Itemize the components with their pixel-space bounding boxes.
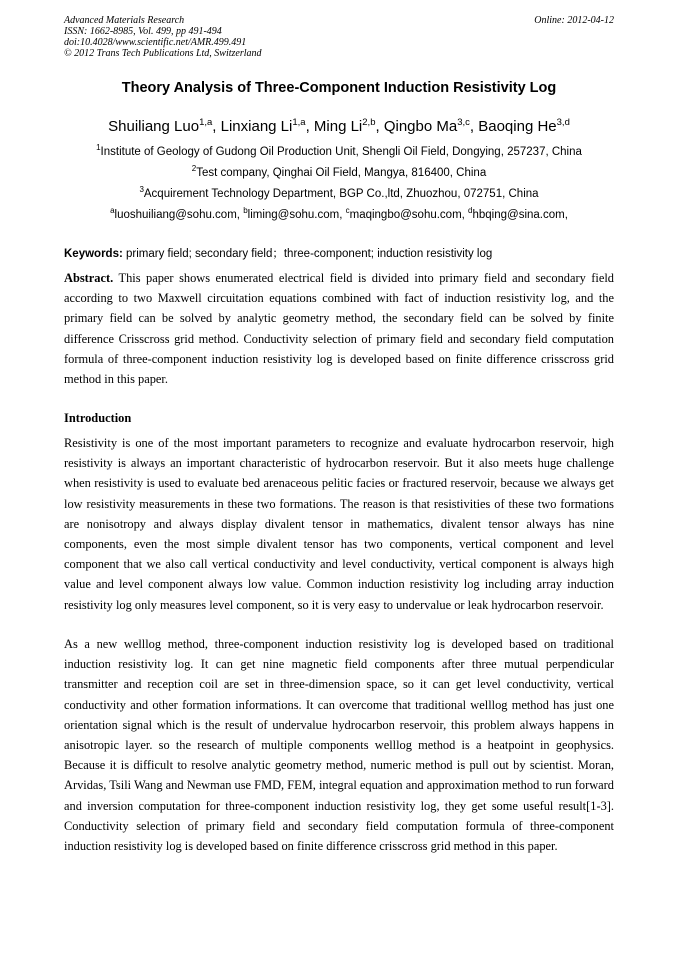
affiliation: $^3$Acquirement Technology Department, BGP Co.,ltd, Zhuozhou, 072751, China xyxy=(139,185,539,200)
author-list xyxy=(0,118,678,135)
online-date: Online: 2012-04-12 xyxy=(534,15,614,26)
abstract xyxy=(64,268,614,389)
author: Linxiang Li$^{1,a}$, xyxy=(220,117,314,135)
abstract-text: This paper shows enumerated electrical field is divided into primary field and secondary field according to two Maxwell circuitation equations combined with fact of induction resistivity log, and the primary field can be solved by analytic geometry method, the secondary field can be solved by finite difference Crisscross grid method. Conductivity selection of primary field and secondary field computation formula of three-component induction resistivity log is developed based on finite difference crisscross grid method in this paper. xyxy=(64,271,614,387)
keywords-label: Keywords: xyxy=(64,248,123,260)
issn-line: ISSN: 1662-8985, Vol. 499, pp 491-494 xyxy=(64,26,222,37)
doi-line: doi:10.4028/www.scientific.net/AMR.499.491 xyxy=(64,37,247,48)
copyright-line: © 2012 Trans Tech Publications Ltd, Switzerland xyxy=(64,48,262,59)
intro-paragraph-1: Resistivity is one of the most important parameters to recognize and evaluate hydrocarbon reservoir, high resistivity is always an important characteristic of hydrocarbon reservoir. But it also meets huge challenge when resistivity is used to evaluate bed arenaceous pelitic facies or fractured reservoir, because we always get low resistivity measurements in these two formations. The reason is that resistivities of these two formations are nonisotropy and always display divalent tensor in mathematics, divalent tensor always has nine components, even the most simple divalent tensor has two components, vertical component and level component that we also call vertical conductivity and level conductivity, vertical component is always high value and level component always low value. Common induction resistivity log including array induction resistivity log only measures level component, so it is very easy to undervalue or leak hydrocarbon reservoir. xyxy=(64,436,614,612)
email-list: $^a$luoshuiliang@sohu.com, $^b$liming@sohu.com, $^c$maqingbo@sohu.com, $^d$hbqing@sina.com, xyxy=(110,206,568,221)
author: Baoqing He$^{3,d}$ xyxy=(478,117,570,135)
intro-paragraph-2: As a new welllog method, three-component induction resistivity log is developed based on traditional induction resistivity log. It can get nine magnetic field components after three mutual perpendicular transmitter and reception coil are set in three-dimension space, so it can get level conductivity, vertical conductivity and other formation informations. It can overcome that traditional welllog method has just one orientation signal which is the result of undervalue hydrocarbon reservoir, this problem always happens in anisotropic layer. so the research of multiple components welllog method is a heatpoint in geophysics. Because it is difficult to resolve analytic geometry method, numeric method is pull out by scientist. Moran, Arvidas, Tsili Wang and Newman use FMD, FEM, integral equation and approximation method to run forward and inversion computation for three-component induction resistivity log, they get some useful result[1-3]. Conductivity selection of primary field and secondary field computation formula of three-component induction resistivity log is developed based on finite difference crisscross grid method in this paper. xyxy=(64,637,614,854)
keywords xyxy=(64,245,624,261)
paper-title: Theory Analysis of Three-Component Induction Resistivity Log xyxy=(121,80,557,96)
journal-header xyxy=(64,15,262,59)
abstract-label: Abstract. xyxy=(64,271,114,285)
author: Ming Li$^{2,b}$, xyxy=(313,117,384,135)
affiliation: $^1$Institute of Geology of Gudong Oil Production Unit, Shengli Oil Field, Dongying, 257237, China xyxy=(96,143,582,158)
journal-name: Advanced Materials Research xyxy=(64,15,185,26)
keywords-text: primary field; secondary field；three-component; induction resistivity log xyxy=(122,248,493,260)
affiliation: $^2$Test company, Qinghai Oil Field, Mangya, 816400, China xyxy=(191,164,487,179)
section-heading: Introduction xyxy=(64,411,132,425)
author: Shuiliang Luo$^{1,a}$, xyxy=(108,117,221,135)
author: Qingbo Ma$^{3,c}$, xyxy=(383,117,479,135)
